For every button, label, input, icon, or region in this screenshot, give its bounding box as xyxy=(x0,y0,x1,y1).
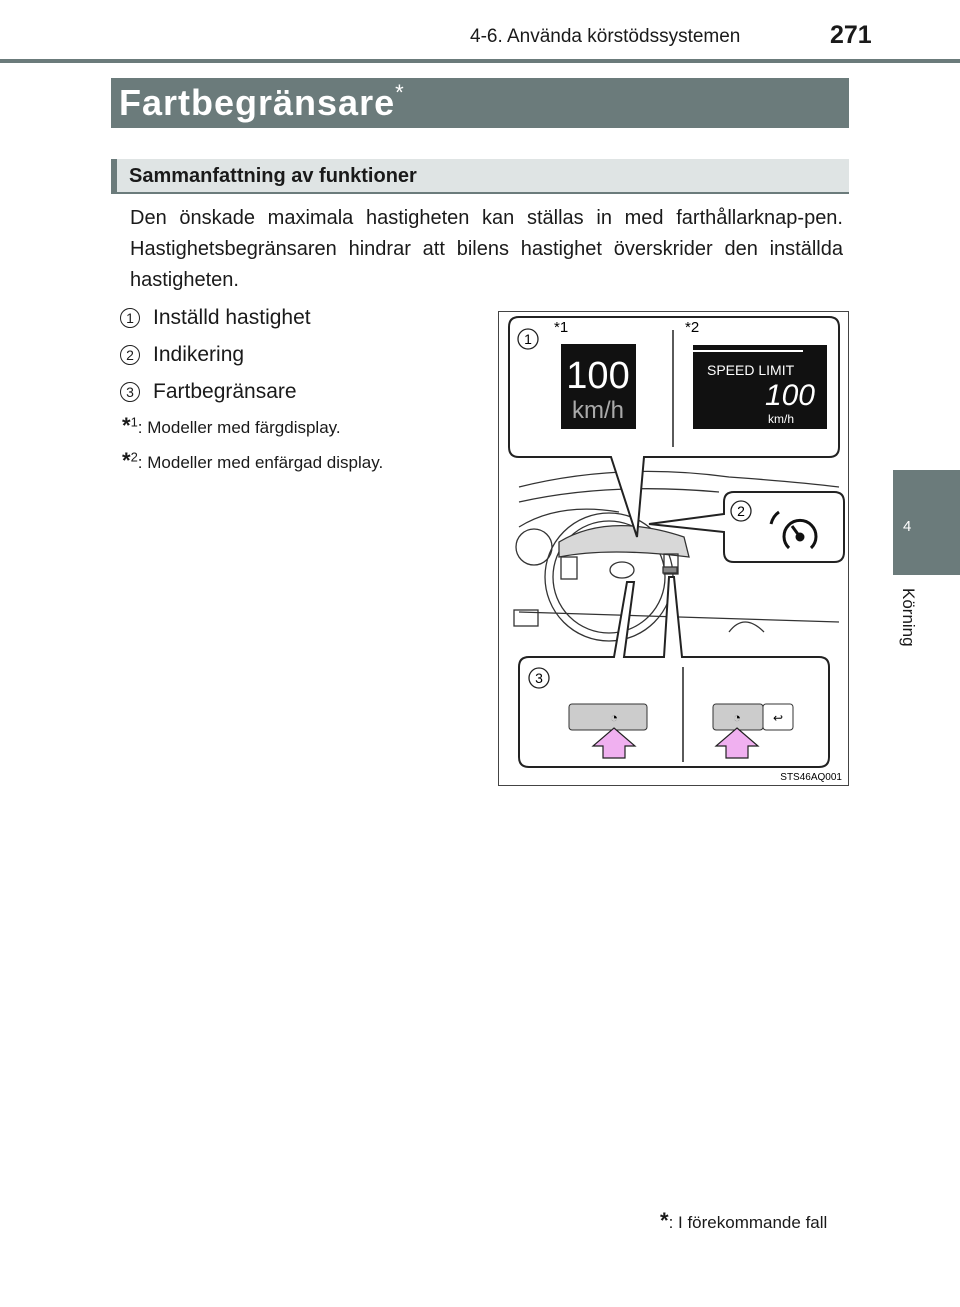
mono-display-unit: km/h xyxy=(767,412,795,426)
note-mark: * xyxy=(660,1208,669,1233)
list-item-label: Indikering xyxy=(153,343,245,366)
footnote-text: : Modeller med färgdisplay. xyxy=(137,418,341,437)
subtitle-bar xyxy=(111,159,849,194)
callout-number-1-text: 1 xyxy=(524,331,532,347)
list-item xyxy=(120,306,311,330)
footnote-sup: 1 xyxy=(130,414,138,430)
footnote xyxy=(122,448,383,474)
title-text: Fartbegränsare xyxy=(119,82,396,123)
limiter-switch-left xyxy=(569,704,647,730)
list-item xyxy=(120,380,297,404)
title-marker: * xyxy=(395,80,405,105)
color-display-speed: 100 xyxy=(566,355,630,397)
callout-number: 2 xyxy=(120,345,140,365)
footnote-mark: * xyxy=(122,413,131,438)
footnote-text: : Modeller med enfärgad display. xyxy=(137,453,384,472)
color-display-label: *1 xyxy=(554,319,569,336)
callout-number: 1 xyxy=(120,308,140,328)
chapter-label: Körning xyxy=(899,588,918,647)
callout-number: 3 xyxy=(120,382,140,402)
callout-number-3-text: 3 xyxy=(535,670,543,686)
mono-display-speed: 100 xyxy=(764,379,815,412)
illustration-svg xyxy=(499,312,848,785)
footnote xyxy=(122,413,341,439)
return-icon: ↩ xyxy=(772,711,784,725)
color-display-unit: km/h xyxy=(571,397,625,424)
figure-code: STS46AQ001 xyxy=(780,772,842,783)
chapter-number: 4 xyxy=(903,518,912,535)
footnote-sup: 2 xyxy=(130,449,138,465)
list-item-label: Inställd hastighet xyxy=(153,306,311,329)
callout-number-2-text: 2 xyxy=(737,503,745,519)
mono-display-title: SPEED LIMIT xyxy=(707,362,795,378)
footnote-mark: * xyxy=(122,448,131,473)
section-title: 4-6. Använda körstödssystemen xyxy=(470,26,741,47)
subtitle: Sammanfattning av funktioner xyxy=(129,165,417,187)
list-item-label: Fartbegränsare xyxy=(153,380,297,403)
page-number: 271 xyxy=(830,21,872,49)
limiter-switch-icon: ◔ xyxy=(610,710,618,725)
header-divider xyxy=(0,59,960,63)
limiter-switch-icon: ◔ xyxy=(733,710,741,725)
availability-note xyxy=(660,1208,827,1234)
page-title xyxy=(119,82,405,124)
title-bar xyxy=(111,78,849,128)
intro-paragraph: Den önskade maximala hastigheten kan ställas in med farthållarknap-pen. Hastighetsbegränsaren hindrar att bilens hastighet överskrider den inställda hastigheten. xyxy=(130,207,843,291)
speed-limiter-illustration xyxy=(498,311,849,786)
mono-display-label: *2 xyxy=(685,319,700,336)
callout-3-bubble xyxy=(519,577,829,767)
list-item xyxy=(120,343,244,367)
mono-display-bar xyxy=(693,350,803,352)
note-text: : I förekommande fall xyxy=(668,1213,828,1232)
